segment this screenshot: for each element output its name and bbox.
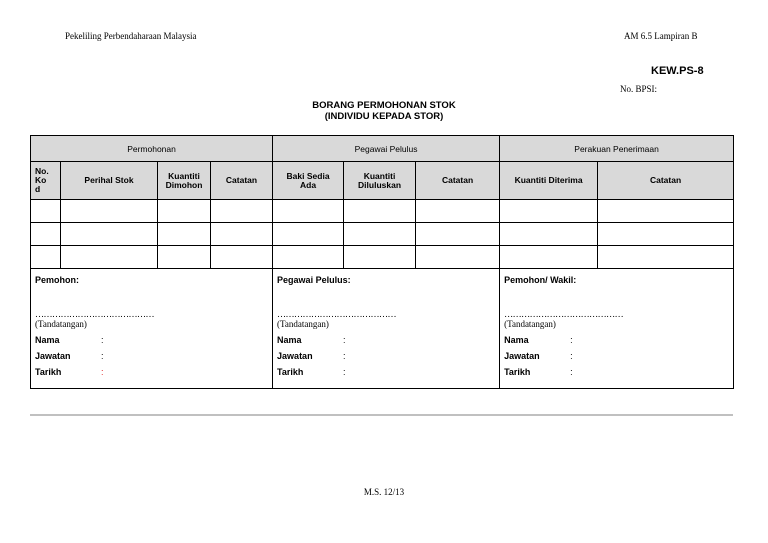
table-row (31, 200, 734, 223)
field-label: Jawatan (504, 351, 540, 361)
field-colon: : (343, 335, 346, 345)
table-cell[interactable] (158, 246, 211, 269)
table-cell[interactable] (31, 200, 61, 223)
signature-title: Pegawai Pelulus: (277, 275, 351, 285)
table-cell[interactable] (500, 200, 598, 223)
field-colon: : (101, 367, 104, 377)
table-cell[interactable] (344, 223, 416, 246)
signature-block-pemohon-wakil (500, 269, 734, 389)
group-header-perakuan-penerimaan: Perakuan Penerimaan (500, 136, 734, 162)
field-label: Tarikh (35, 367, 62, 377)
field-tarikh (35, 367, 268, 377)
col-header-kuantiti-dimohon: Kuantiti Dimohon (158, 162, 211, 200)
group-header-permohonan: Permohonan (31, 136, 273, 162)
col-header-baki-sedia-ada: Baki Sedia Ada (273, 162, 344, 200)
table-cell[interactable] (598, 246, 734, 269)
field-nama (277, 335, 495, 345)
table-cell[interactable] (211, 200, 273, 223)
field-label: Nama (504, 335, 529, 345)
field-label: Nama (277, 335, 302, 345)
document-header-right: AM 6.5 Lampiran B (624, 31, 698, 41)
field-label: Tarikh (277, 367, 304, 377)
form-title: BORANG PERMOHONAN STOK (312, 100, 456, 111)
field-tarikh (504, 367, 729, 377)
table-cell[interactable] (273, 246, 344, 269)
page-divider (30, 414, 733, 416)
table-cell[interactable] (344, 246, 416, 269)
field-colon: : (343, 367, 346, 377)
field-colon: : (570, 335, 573, 345)
table-cell[interactable] (273, 200, 344, 223)
signature-line[interactable]: …………………………………… (35, 309, 154, 319)
field-colon: : (101, 335, 104, 345)
table-cell[interactable] (416, 200, 500, 223)
table-cell[interactable] (31, 246, 61, 269)
field-label: Nama (35, 335, 60, 345)
signature-caption: (Tandatangan) (504, 319, 556, 329)
field-nama (35, 335, 268, 345)
signature-block-pegawai-pelulus (273, 269, 500, 389)
table-cell[interactable] (158, 200, 211, 223)
field-jawatan (277, 351, 495, 361)
table-cell[interactable] (158, 223, 211, 246)
field-colon: : (570, 351, 573, 361)
group-header-pegawai-pelulus: Pegawai Pelulus (273, 136, 500, 162)
field-colon: : (570, 367, 573, 377)
table-cell[interactable] (598, 223, 734, 246)
field-label: Jawatan (277, 351, 313, 361)
page-number: M.S. 12/13 (363, 487, 405, 497)
col-header-catatan-permohonan: Catatan (211, 162, 273, 200)
field-tarikh (277, 367, 495, 377)
form-code: KEW.PS-8 (651, 65, 704, 77)
signature-block-pemohon (31, 269, 273, 389)
table-cell[interactable] (31, 223, 61, 246)
form-subtitle: (INDIVIDU KEPADA STOR) (324, 111, 444, 122)
field-jawatan (504, 351, 729, 361)
col-header-catatan-pelulus: Catatan (416, 162, 500, 200)
table-cell[interactable] (598, 200, 734, 223)
signature-line[interactable]: …………………………………… (504, 309, 624, 319)
table-cell[interactable] (61, 246, 158, 269)
col-header-kuantiti-diluluskan: Kuantiti Diluluskan (344, 162, 416, 200)
table-cell[interactable] (500, 223, 598, 246)
table-cell[interactable] (500, 246, 598, 269)
field-jawatan (35, 351, 268, 361)
signature-line[interactable]: …………………………………… (277, 309, 397, 319)
signature-title: Pemohon: (35, 275, 79, 285)
field-colon: : (101, 351, 104, 361)
field-colon: : (343, 351, 346, 361)
table-cell[interactable] (61, 200, 158, 223)
table-cell[interactable] (273, 223, 344, 246)
table-cell[interactable] (61, 223, 158, 246)
signature-title: Pemohon/ Wakil: (504, 275, 577, 285)
col-header-no-kod: No. Ko d (31, 162, 61, 200)
table-cell[interactable] (416, 223, 500, 246)
signature-caption: (Tandatangan) (277, 319, 329, 329)
table-row (31, 246, 734, 269)
bpsi-label: No. BPSI: (620, 84, 658, 94)
field-nama (504, 335, 729, 345)
table-cell[interactable] (344, 200, 416, 223)
col-header-perihal-stok: Perihal Stok (61, 162, 158, 200)
table-cell[interactable] (211, 246, 273, 269)
field-label: Tarikh (504, 367, 531, 377)
col-header-kuantiti-diterima: Kuantiti Diterima (500, 162, 598, 200)
table-cell[interactable] (211, 223, 273, 246)
document-header-left: Pekeliling Perbendaharaan Malaysia (65, 31, 197, 41)
table-cell[interactable] (416, 246, 500, 269)
stock-request-table (30, 135, 734, 389)
table-row (31, 223, 734, 246)
col-header-catatan-penerimaan: Catatan (598, 162, 734, 200)
signature-caption: (Tandatangan) (35, 319, 87, 329)
field-label: Jawatan (35, 351, 71, 361)
